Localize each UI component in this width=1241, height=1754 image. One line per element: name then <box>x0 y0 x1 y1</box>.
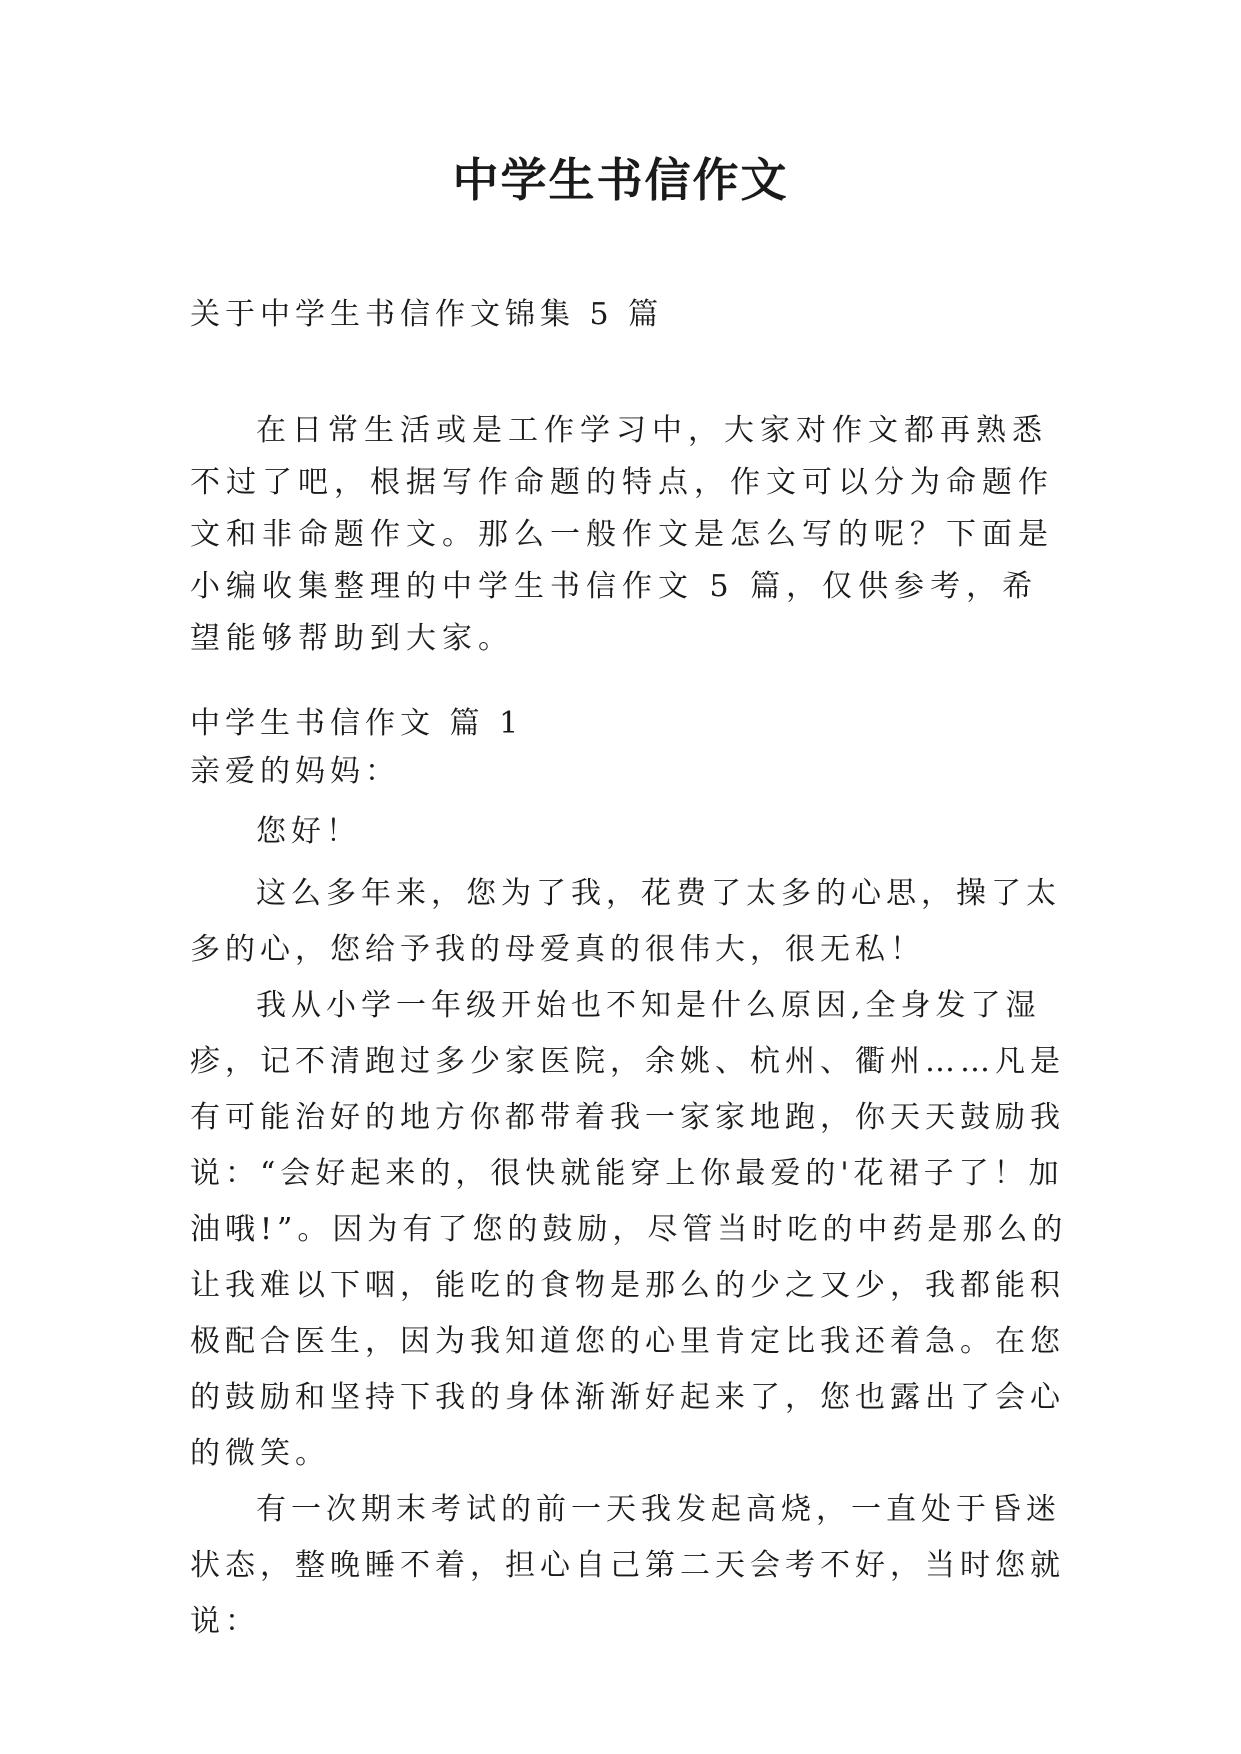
letter-greeting: 您好！ <box>256 814 361 849</box>
letter-paragraph: 我从小学一年级开始也不知是什么原因,全身发了湿疹，记不清跑过多少家医院，余姚、杭州、衢州……凡是有可能治好的地方你都带着我一家家地跑，你天天鼓励我说：“会好起来的，很快就能穿上你最爱的'花裙子了！加油哦!”。因为有了您的鼓励，尽管当时吃的中药是那么的让我难以下咽，能吃的食物是那么的少之又少，我都能积极配合医生，因为我知道您的心里肯定比我还着急。在您的鼓励和坚持下我的身体渐渐好起来了，您也露出了会心的微笑。 <box>190 988 1068 1471</box>
document-title: 中学生书信作文 <box>452 153 789 207</box>
letter-paragraph: 这么多年来，您为了我，花费了太多的心思，操了太多的心，您给予我的母爱真的很伟大，很无私！ <box>190 876 1061 967</box>
document-subtitle: 关于中学生书信作文锦集 5 篇 <box>190 297 664 332</box>
letter-paragraph: 有一次期末考试的前一天我发起高烧，一直处于昏迷状态，整晚睡不着，担心自己第二天会考不好，当时您就说： <box>190 1492 1065 1639</box>
letter-salutation: 亲爱的妈妈： <box>190 754 400 789</box>
letter-heading: 中学生书信作文 篇 1 <box>190 706 524 741</box>
letter-section <box>190 700 1070 1650</box>
intro-paragraph: 在日常生活或是工作学习中，大家对作文都再熟悉不过了吧，根据写作命题的特点，作文可以分为命题作文和非命题作文。那么一般作文是怎么写的呢？下面是小编收集整理的中学生书信作文 5 篇，仅供参考，希望能够帮助到大家。 <box>190 413 1054 656</box>
